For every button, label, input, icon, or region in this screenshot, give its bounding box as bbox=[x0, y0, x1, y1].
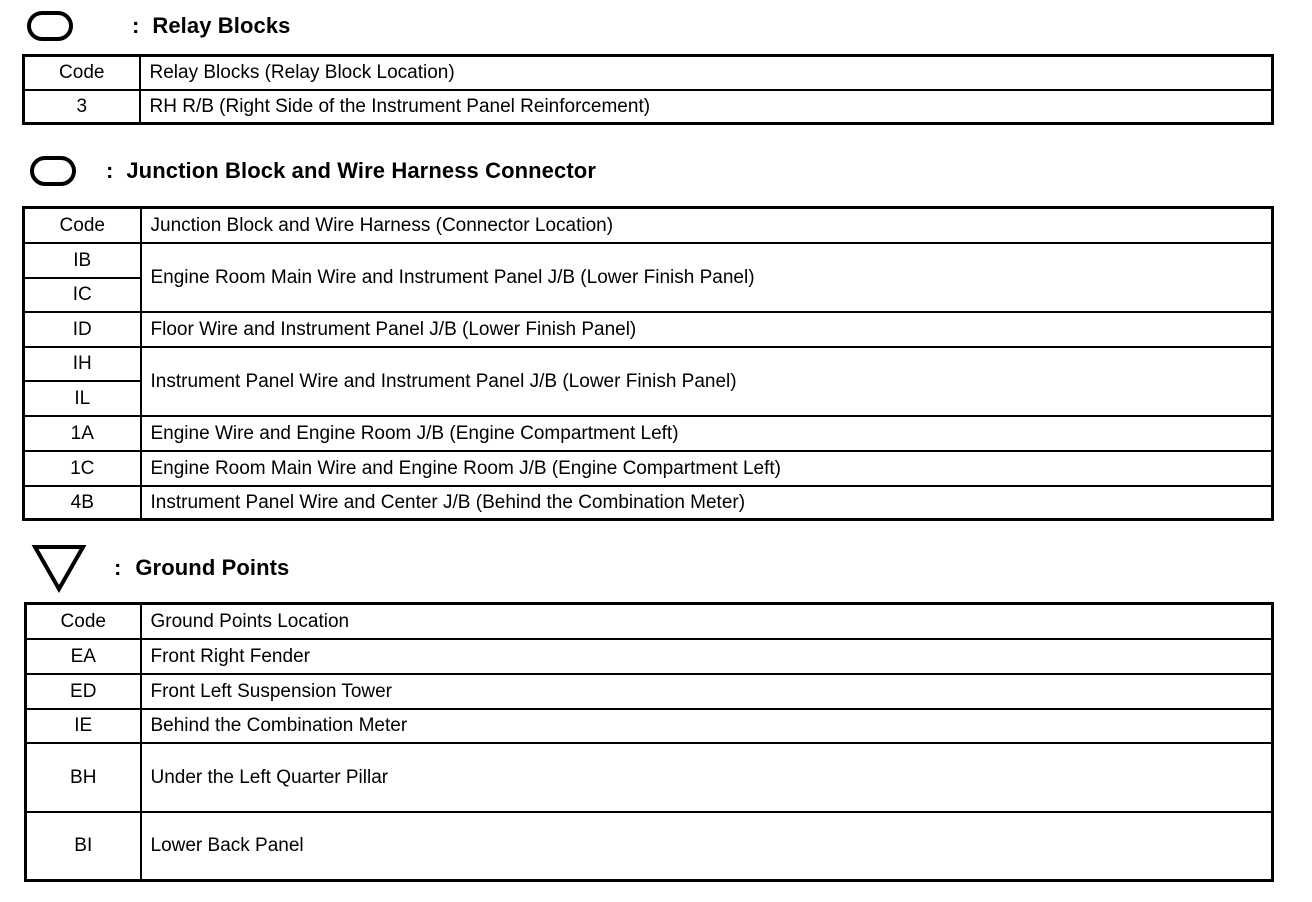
row-code: 3 bbox=[24, 90, 140, 124]
ground-points-title: Ground Points bbox=[135, 555, 290, 580]
row-code: 1A bbox=[24, 416, 141, 451]
row-code: IH bbox=[24, 347, 141, 381]
row-description: Front Left Suspension Tower bbox=[141, 674, 1273, 709]
junction-block-table bbox=[22, 206, 1274, 521]
row-code: ID bbox=[24, 312, 141, 347]
junction-block-title: Junction Block and Wire Harness Connector bbox=[126, 158, 596, 183]
ground-points-table bbox=[24, 602, 1274, 882]
table-row bbox=[26, 674, 1273, 709]
table-row bbox=[24, 416, 1273, 451]
row-code: IB bbox=[24, 243, 141, 278]
table-row bbox=[24, 347, 1273, 381]
row-description: Front Right Fender bbox=[141, 639, 1273, 674]
junction-block-symbol-icon bbox=[28, 152, 78, 190]
ground-points-colon: : bbox=[114, 555, 122, 580]
relay-blocks-colon: : bbox=[132, 13, 140, 38]
header-code: Code bbox=[24, 208, 141, 243]
row-description: Engine Wire and Engine Room J/B (Engine Compartment Left) bbox=[141, 416, 1273, 451]
ground-point-triangle-icon bbox=[30, 542, 88, 594]
row-code: IL bbox=[24, 381, 141, 416]
relay-block-symbol-icon bbox=[26, 8, 74, 44]
ground-points-heading bbox=[30, 542, 289, 594]
row-description: Instrument Panel Wire and Center J/B (Behind the Combination Meter) bbox=[141, 486, 1273, 520]
row-code: IE bbox=[26, 709, 141, 743]
table-row bbox=[24, 90, 1273, 124]
relay-blocks-heading bbox=[26, 8, 291, 44]
row-code: 4B bbox=[24, 486, 141, 520]
table-row bbox=[24, 243, 1273, 278]
row-code: IC bbox=[24, 278, 141, 312]
row-code: EA bbox=[26, 639, 141, 674]
table-row bbox=[24, 312, 1273, 347]
row-code: 1C bbox=[24, 451, 141, 486]
row-description: Under the Left Quarter Pillar bbox=[141, 743, 1273, 812]
header-code: Code bbox=[26, 604, 141, 639]
header-code: Code bbox=[24, 56, 140, 90]
header-description: Relay Blocks (Relay Block Location) bbox=[140, 56, 1273, 90]
table-row bbox=[26, 639, 1273, 674]
row-code: BI bbox=[26, 812, 141, 881]
row-description: RH R/B (Right Side of the Instrument Panel Reinforcement) bbox=[140, 90, 1273, 124]
row-code: ED bbox=[26, 674, 141, 709]
junction-block-colon: : bbox=[106, 158, 114, 183]
row-code: BH bbox=[26, 743, 141, 812]
relay-blocks-table bbox=[22, 54, 1274, 125]
relay-blocks-title: Relay Blocks bbox=[152, 13, 291, 38]
row-description: Engine Room Main Wire and Instrument Panel J/B (Lower Finish Panel) bbox=[141, 243, 1273, 312]
junction-block-heading bbox=[28, 152, 596, 190]
row-description: Instrument Panel Wire and Instrument Panel J/B (Lower Finish Panel) bbox=[141, 347, 1273, 416]
header-description: Ground Points Location bbox=[141, 604, 1273, 639]
table-header-row bbox=[26, 604, 1273, 639]
table-row bbox=[24, 451, 1273, 486]
table-header-row bbox=[24, 208, 1273, 243]
header-description: Junction Block and Wire Harness (Connector Location) bbox=[141, 208, 1273, 243]
table-header-row bbox=[24, 56, 1273, 90]
row-description: Engine Room Main Wire and Engine Room J/B (Engine Compartment Left) bbox=[141, 451, 1273, 486]
table-row bbox=[24, 486, 1273, 520]
row-description: Behind the Combination Meter bbox=[141, 709, 1273, 743]
row-description: Lower Back Panel bbox=[141, 812, 1273, 881]
row-description: Floor Wire and Instrument Panel J/B (Lower Finish Panel) bbox=[141, 312, 1273, 347]
table-row bbox=[26, 709, 1273, 743]
table-row bbox=[26, 812, 1273, 881]
table-row bbox=[26, 743, 1273, 812]
